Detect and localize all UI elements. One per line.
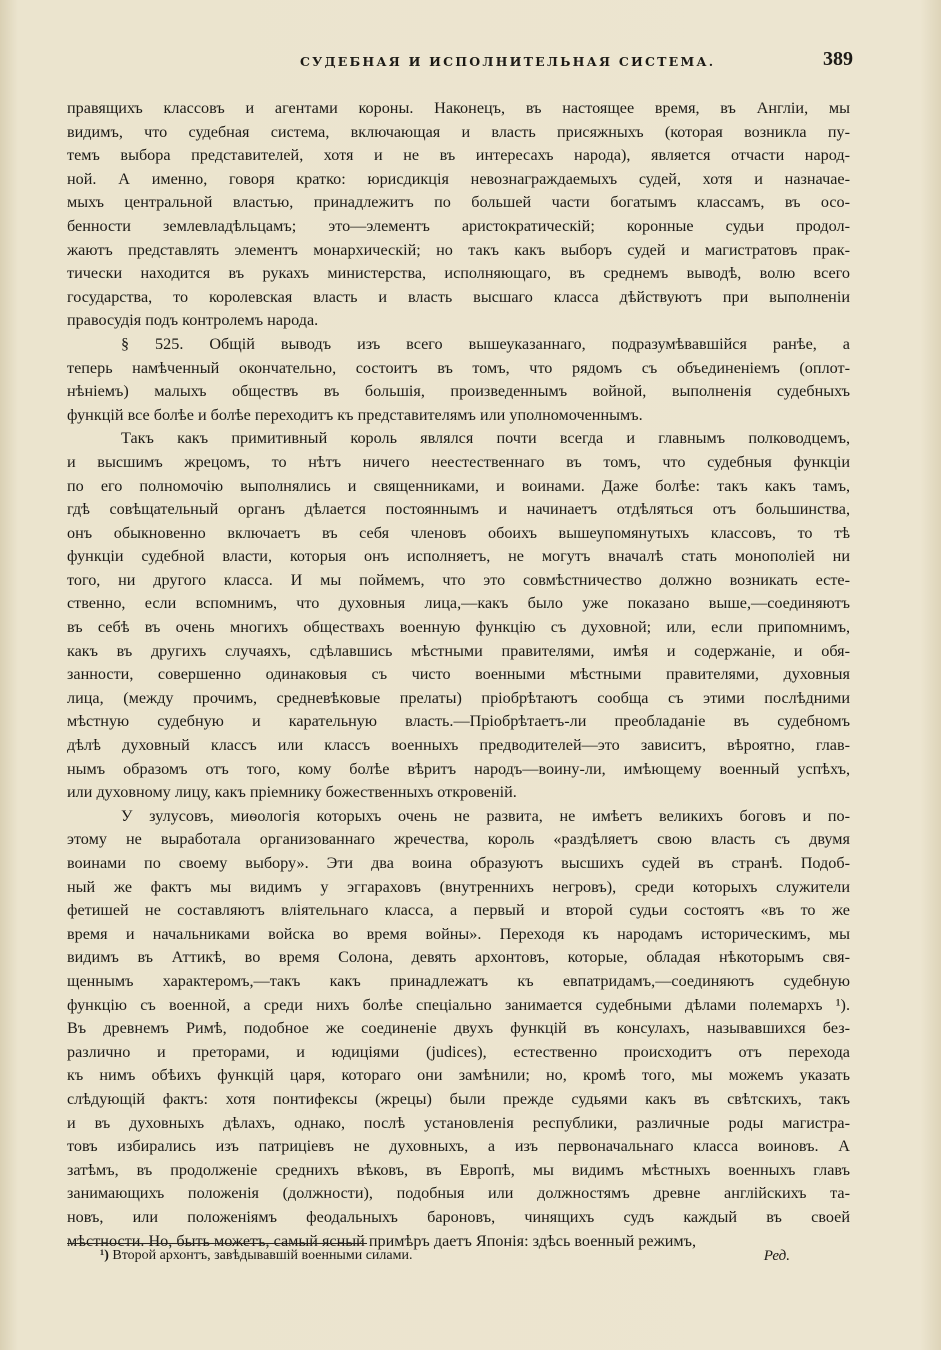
text-line: товъ избирались изъ патриціевъ не духовныхъ, а изъ первоначальнаго класса воиновъ. А bbox=[67, 1137, 850, 1156]
text-line: мыхъ центральной властью, принадлежитъ по большей части богатымъ классамъ, въ осо- bbox=[67, 193, 850, 212]
page-header bbox=[60, 48, 855, 78]
text-line: государства, то королевская власть и власть высшаго класса дѣйствуютъ при выполненіи bbox=[67, 287, 850, 306]
text-line: нѣніемъ) малыхъ обществъ въ большія, произведеннымъ войной, выполненія судебныхъ bbox=[67, 382, 850, 401]
text-line: видимъ, что судебная система, включающая и власть присяжныхъ (которая возникла пу- bbox=[67, 122, 850, 141]
text-line: функцію съ военной, а среди нихъ болѣе спеціально занимается судебными дѣлами полемархъ ¹). bbox=[67, 995, 850, 1014]
text-line: ной. А именно, говоря кратко: юрисдикція невознаграждаемыхъ судей, хотя и назначае- bbox=[67, 169, 850, 188]
text-line: различно и преторами, и юдиціями (judices), естественно происходитъ отъ перехода bbox=[67, 1042, 850, 1061]
footnote-text: Второй архонтъ, завѣдывавшій военными силами. bbox=[112, 1248, 413, 1263]
text-line: этому не выработала организованнаго жречества, король «раздѣляетъ свою власть съ двумя bbox=[67, 830, 850, 849]
text-line: ный же фактъ мы видимъ у эггараховъ (внутреннихъ негровъ), среди которыхъ служители bbox=[67, 877, 850, 896]
text-line: занимающихъ положенія (должности), подобныя или должностямъ древне англійскихъ та- bbox=[67, 1184, 850, 1203]
text-line: гдѣ совѣщательный органъ дѣлается постояннымъ и начинаетъ отдѣляться отъ большинства, bbox=[67, 500, 850, 519]
paragraph bbox=[67, 805, 850, 1253]
text-line: § 525. Общій выводъ изъ всего вышеуказаннаго, подразумѣвавшійся ранѣе, а bbox=[121, 334, 850, 353]
paragraph bbox=[67, 333, 850, 427]
text-line: бенности землевладѣльцамъ; это—элементъ аристократическій; коронные судьи продол- bbox=[67, 216, 850, 235]
paragraph bbox=[67, 427, 850, 805]
text-line: въ себѣ въ очень многихъ обществахъ военную функцію съ духовной; или, если припомнимъ, bbox=[67, 618, 850, 637]
text-line: время и начальниками войска во время войны». Переходя къ народамъ историческимъ, мы bbox=[67, 924, 850, 943]
text-line: занности, совершенно одинаковыя съ чисто военными мѣстными правителями, духовныя bbox=[67, 665, 850, 684]
text-line: теперь намѣченный окончательно, состоитъ въ томъ, что рядомъ съ объединеніемъ (оплот- bbox=[67, 358, 850, 377]
text-line: фетишей не составляютъ вліятельнаго класса, а первый и второй судьи состоятъ «въ то же bbox=[67, 901, 850, 920]
text-line: темъ выбора представителей, хотя и не въ интересахъ народа), является отчасти народ- bbox=[67, 146, 850, 165]
text-line: Такъ какъ примитивный король являлся почти всегда и главнымъ полководцемъ, bbox=[121, 429, 850, 448]
text-line: или духовному лицу, какъ пріемнику божественныхъ откровеній. bbox=[67, 783, 517, 802]
page-number: 389 bbox=[823, 48, 853, 70]
text-line: слѣдующій фактъ: хотя понтифексы (жрецы) были прежде судьями какъ въ свѣтскихъ, такъ bbox=[67, 1089, 850, 1108]
text-line: новъ, или положеніямъ феодальныхъ бароновъ, чинящихъ судъ каждый въ своей bbox=[67, 1207, 850, 1226]
text-line: и высшимъ жрецомъ, то нѣтъ ничего неестественнаго въ томъ, что судебныя функціи bbox=[67, 452, 850, 471]
text-line: правосудія подъ контролемъ народа. bbox=[67, 311, 319, 330]
text-line: видимъ въ Аттикѣ, во время Солона, девять архонтовъ, которые, обладая нѣкоторымъ свя- bbox=[67, 948, 850, 967]
text-line: нымъ образомъ отъ того, кому болѣе вѣритъ народъ—воину-ли, имѣющему военный успѣхъ, bbox=[67, 759, 850, 778]
text-line: мѣстную судебную и карательную власть.—Пріобрѣтаетъ-ли преобладаніе въ судебномъ bbox=[67, 712, 850, 731]
running-head: СУДЕБНАЯ И ИСПОЛНИТЕЛЬНАЯ СИСТЕМА. bbox=[300, 54, 716, 69]
text-line: лица, (между прочимъ, средневѣковые прелаты) пріобрѣтаютъ сообща съ этими послѣдними bbox=[67, 688, 850, 707]
text-line: жаютъ представлять элементъ монархическій; но такъ какъ выборъ судей и магистратовъ прак- bbox=[67, 240, 850, 259]
footnote-editor-note: Ред. bbox=[763, 1248, 790, 1264]
text-line: функцій все болѣе и болѣе переходитъ къ представителямъ или уполномоченнымъ. bbox=[67, 405, 643, 424]
footnote-marker: ¹) bbox=[100, 1248, 109, 1263]
text-line: У зулусовъ, миѳологія которыхъ очень не развита, не имѣетъ великихъ боговъ и по- bbox=[121, 806, 850, 825]
text-line: къ нимъ обѣихъ функцій царя, котораго они замѣнили; но, кромѣ того, мы можемъ указать bbox=[67, 1066, 850, 1085]
text-line: дѣлѣ духовный классъ или классъ военныхъ предводителей—это зависитъ, вѣроятно, глав- bbox=[67, 736, 850, 755]
text-line: воинами по своему выбору». Эти два воина образуютъ высшихъ судей въ странѣ. Подоб- bbox=[67, 854, 850, 872]
text-line: какъ въ другихъ случаяхъ, сдѣлавшись мѣстными правителями, имѣя и содержаніе, и обя- bbox=[67, 641, 850, 660]
text-line: ственно, если вспомнимъ, что духовныя лица,—какъ было уже показано выше,—соединяютъ bbox=[67, 594, 850, 613]
footnote-divider bbox=[67, 1243, 367, 1244]
footnote bbox=[100, 1248, 790, 1264]
body-text bbox=[67, 97, 850, 1253]
text-line: онъ обыкновенно включаетъ въ себя членовъ обоихъ вышеупомянутыхъ классовъ, то тѣ bbox=[67, 523, 850, 542]
text-line: функціи судебной власти, которыя онъ исполняетъ, не могутъ вначалѣ стать монополіей ни bbox=[67, 547, 850, 566]
text-line: правящихъ классовъ и агентами короны. Наконецъ, въ настоящее время, въ Англіи, мы bbox=[67, 99, 850, 117]
text-line: щеннымъ характеромъ,—такъ какъ принадлежатъ къ евпатридамъ,—соединяютъ судебную bbox=[67, 971, 850, 990]
text-line: того, ни другого класса. И мы поймемъ, что это совмѣстничество должно возникать есте- bbox=[67, 570, 850, 589]
text-line: и въ духовныхъ дѣлахъ, однако, послѣ установленія республики, различные роды магистра- bbox=[67, 1113, 850, 1132]
text-line: мѣстности. Но, быть можетъ, самый ясный примѣръ даетъ Японія: здѣсь военный режимъ, bbox=[67, 1231, 697, 1250]
text-line: Въ древнемъ Римѣ, подобное же соединеніе двухъ функцій въ консулахъ, называвшихся без- bbox=[67, 1019, 850, 1038]
text-line: по его полномочію выполнялись и священниками, и воинами. Даже болѣе: такъ какъ тамъ, bbox=[67, 476, 850, 495]
paragraph bbox=[67, 97, 850, 333]
text-line: тически находится въ рукахъ министерства, исполняющаго, въ среднемъ выводѣ, волю всего bbox=[67, 264, 850, 283]
text-line: затѣмъ, въ продолженіе среднихъ вѣковъ, въ Европѣ, мы видимъ мѣстныхъ военныхъ главъ bbox=[67, 1160, 850, 1179]
